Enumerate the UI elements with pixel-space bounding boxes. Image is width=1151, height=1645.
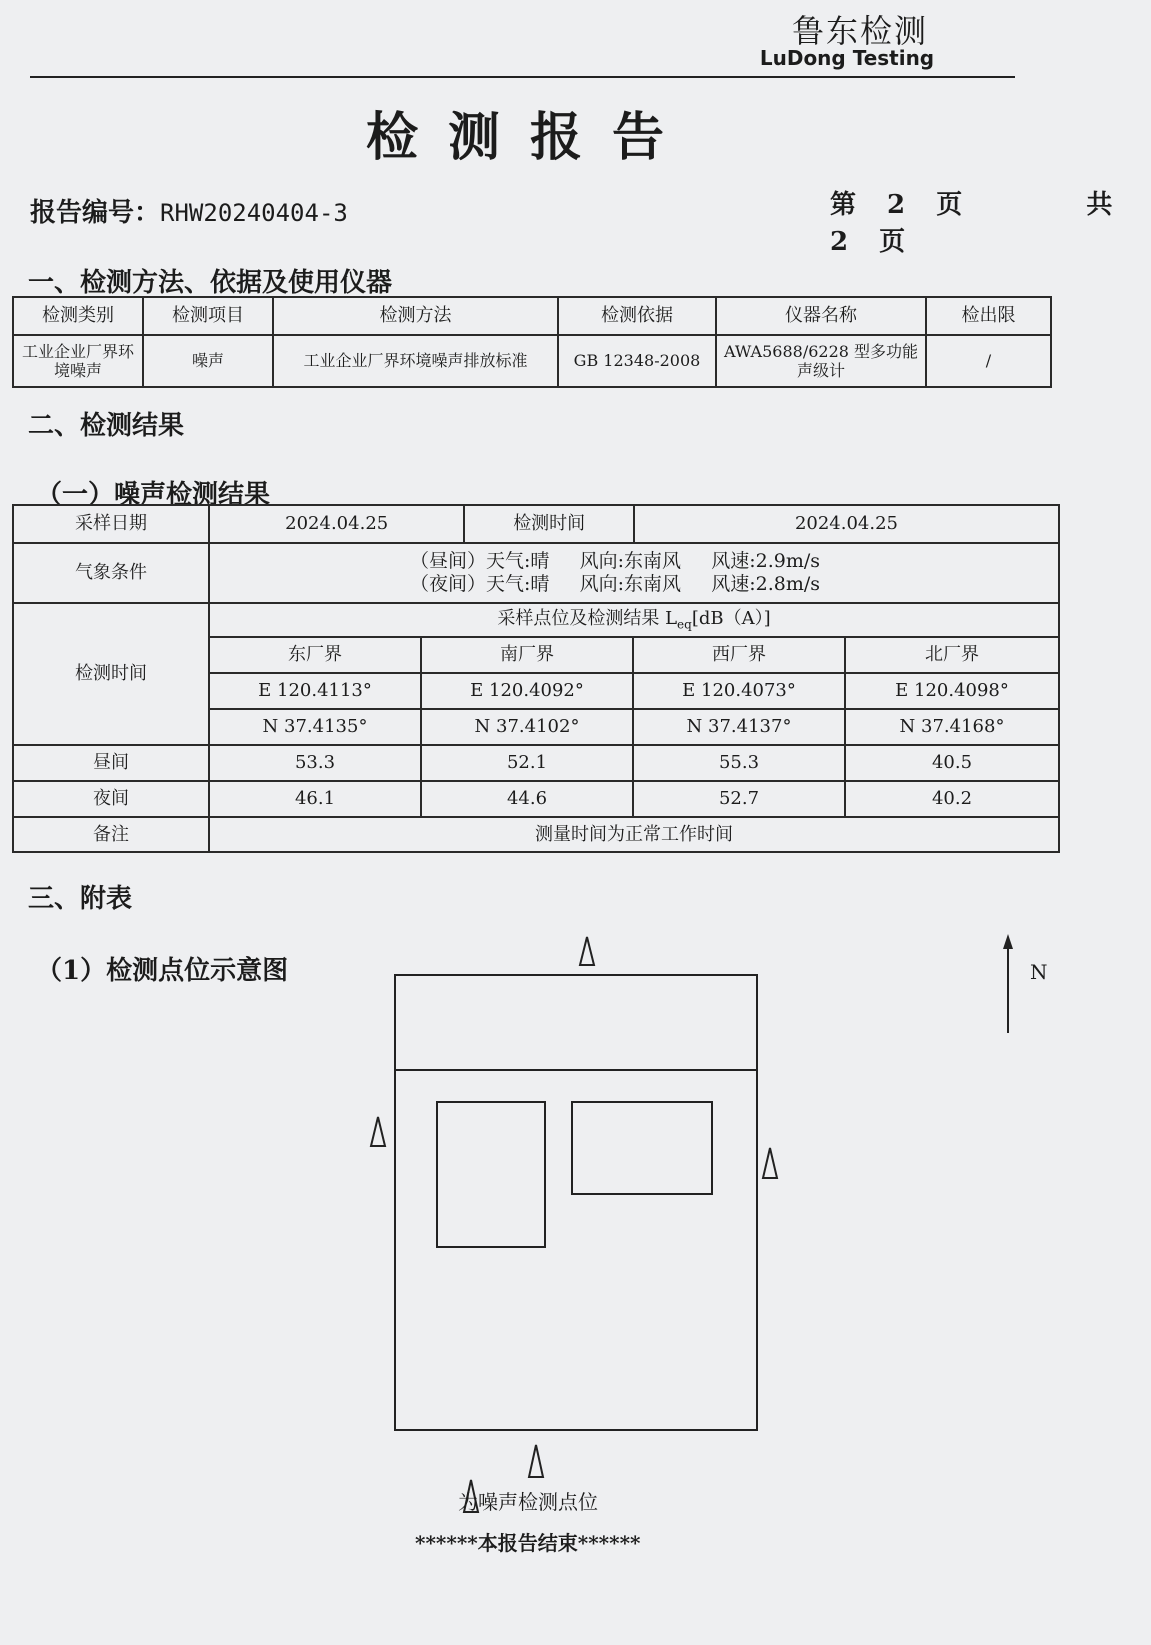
night-value-east: 46.1 [209, 781, 421, 817]
diagram-heading: （1）检测点位示意图 [36, 956, 289, 986]
methods-cell-category: 工业企业厂界环境噪声 [13, 335, 143, 387]
monitor-point-east-icon [763, 1148, 777, 1178]
remark-value: 测量时间为正常工作时间 [209, 817, 1059, 852]
noise-results-heading: （一）噪声检测结果 [36, 480, 271, 510]
report-number-value: RHW20240404-3 [160, 199, 348, 227]
legend-text: 为噪声检测点位 [458, 1490, 598, 1514]
report-end-note: ******本报告结束****** [415, 1531, 641, 1555]
methods-cell-item: 噪声 [143, 335, 273, 387]
methods-cell-limit: / [926, 335, 1051, 387]
document-title: 检测报告 [365, 107, 694, 168]
day-value-south: 52.1 [421, 745, 633, 781]
sampling-date-value: 2024.04.25 [210, 506, 464, 542]
north-label: N [1030, 960, 1048, 984]
point-lon-east: E 120.4113° [209, 673, 421, 709]
day-label: 昼间 [13, 745, 209, 781]
night-value-west: 52.7 [633, 781, 845, 817]
night-value-south: 44.6 [421, 781, 633, 817]
monitor-point-west-icon [371, 1117, 385, 1146]
sampling-date-label: 采样日期 [13, 505, 209, 543]
point-lat-west: N 37.4137° [633, 709, 845, 745]
methods-cell-method: 工业企业厂界环境噪声排放标准 [273, 335, 558, 387]
results-caption-subscript: eq [677, 617, 692, 632]
day-value-west: 55.3 [633, 745, 845, 781]
page-total: 共 2 页 [830, 190, 1113, 257]
methods-header-item: 检测项目 [143, 297, 273, 335]
methods-cell-instrument: AWA5688/6228 型多功能声级计 [716, 335, 926, 387]
section2-heading: 二、检测结果 [28, 411, 185, 441]
weather-night: （夜间）天气:晴 风向:东南风 风速:2.8m/s [410, 573, 820, 595]
night-label: 夜间 [13, 781, 209, 817]
weather-day: （昼间）天气:晴 风向:东南风 风速:2.9m/s [410, 550, 820, 573]
point-lat-east: N 37.4135° [209, 709, 421, 745]
methods-header-instrument: 仪器名称 [716, 297, 926, 335]
detect-time-label: 检测时间 [13, 603, 209, 745]
monitor-point-north-icon [580, 937, 594, 965]
methods-header-limit: 检出限 [926, 297, 1051, 335]
point-name-south: 南厂界 [421, 637, 633, 673]
point-lon-west: E 120.4073° [633, 673, 845, 709]
day-value-east: 53.3 [209, 745, 421, 781]
test-time-label: 检测时间 [464, 506, 634, 542]
point-name-east: 东厂界 [209, 637, 421, 673]
methods-cell-basis: GB 12348-2008 [558, 335, 716, 387]
brand-name-en: LuDong Testing [759, 46, 935, 70]
report-number-label: 报告编号： [30, 198, 161, 228]
north-arrow-icon [1003, 934, 1013, 1033]
weather-label: 气象条件 [13, 543, 209, 603]
methods-header-category: 检测类别 [13, 297, 143, 335]
point-lon-north: E 120.4098° [845, 673, 1059, 709]
point-name-north: 北厂界 [845, 637, 1059, 673]
methods-header-method: 检测方法 [273, 297, 558, 335]
day-value-north: 40.5 [845, 745, 1059, 781]
monitor-point-south-icon [529, 1445, 543, 1477]
point-name-west: 西厂界 [633, 637, 845, 673]
section1-heading: 一、检测方法、依据及使用仪器 [28, 268, 393, 298]
remark-label: 备注 [13, 817, 209, 852]
building-left [437, 1102, 545, 1247]
page-current: 第 2 页 [830, 190, 963, 220]
point-lat-south: N 37.4102° [421, 709, 633, 745]
test-time-value: 2024.04.25 [794, 513, 899, 535]
night-value-north: 40.2 [845, 781, 1059, 817]
results-caption-text: 采样点位及检测结果 L [497, 608, 678, 629]
brand-name-cn: 鲁东检测 [791, 12, 928, 50]
factory-boundary [395, 975, 757, 1430]
point-lat-north: N 37.4168° [845, 709, 1059, 745]
results-caption-unit: [dB（A）] [691, 608, 771, 629]
section3-heading: 三、附表 [28, 884, 133, 914]
building-right [572, 1102, 712, 1194]
methods-header-basis: 检测依据 [558, 297, 716, 335]
point-lon-south: E 120.4092° [421, 673, 633, 709]
